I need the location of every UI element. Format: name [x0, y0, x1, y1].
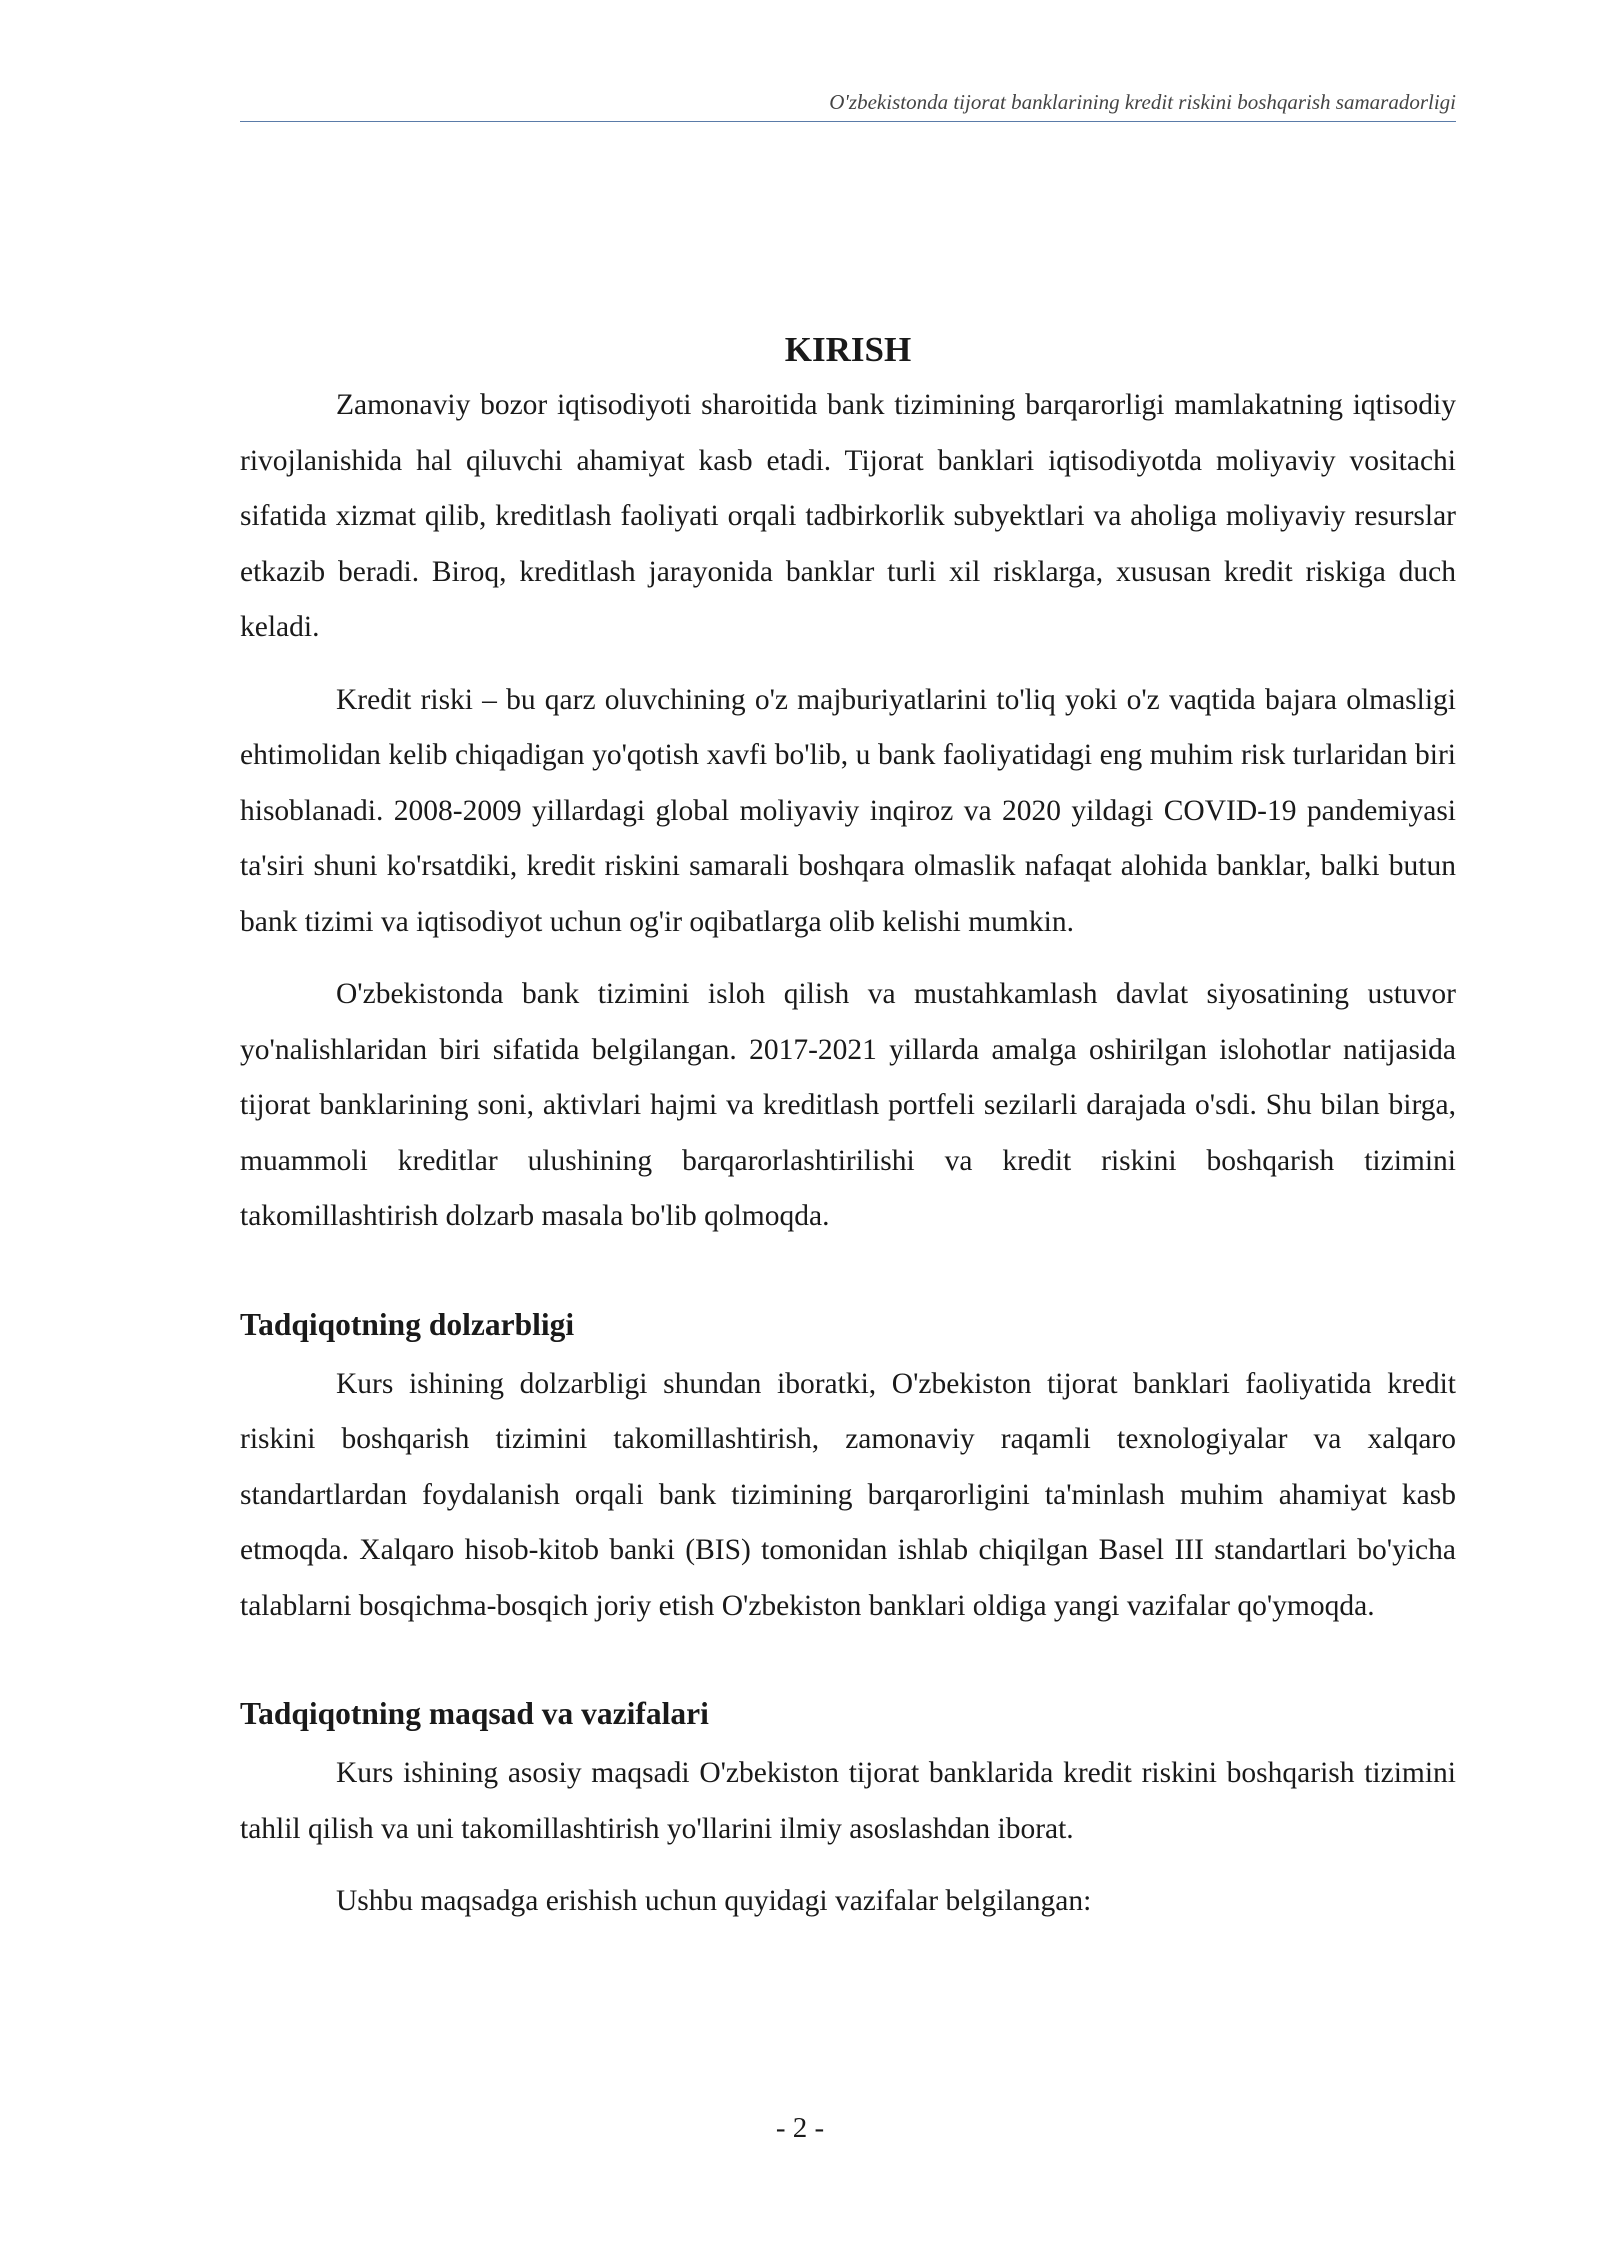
- goals-paragraph-1: Kurs ishining asosiy maqsadi O'zbekiston tijorat banklarida kredit riskini boshqarish tizimini tahlil qilish va uni takomillashtirish yo'llarini ilmiy asoslashdan iborat.: [240, 1757, 1456, 1845]
- page-number: - 2 -: [775, 2112, 825, 2144]
- section-heading-goals: Tadqiqotning maqsad va vazifalari: [240, 1696, 709, 1731]
- intro-paragraph-2: Kredit riski – bu qarz oluvchining o'z majburiyatlarini to'liq yoki o'z vaqtida bajara olmasligi ehtimolidan kelib chiqadigan yo'qotish xavfi bo'lib, u bank faoliyatidagi eng muhim risk turlaridan biri hisoblanadi. 2008-2009 yillardagi global moliyaviy inqiroz va 2020 yildagi COVID-19 pandemiyasi ta'siri shuni ko'rsatdiki, kredit riskini samarali boshqara olmaslik nafaqat alohida banklar, balki butun bank tizimi va iqtisodiyot uchun og'ir oqibatlarga olib kelishi mumkin.: [240, 683, 1456, 938]
- running-header: O'zbekistonda tijorat banklarining kredit riskini boshqarish samaradorligi: [240, 90, 1456, 122]
- intro-paragraph-3: O'zbekistonda bank tizimini isloh qilish va mustahkamlash davlat siyosatining ustuvor yo'nalishlaridan biri sifatida belgilangan. 2017-2021 yillarda amalga oshirilgan islohotlar natijasida tijorat banklarining soni, aktivlari hajmi va kreditlash portfeli sezilarli darajada o'sdi. Shu bilan birga, muammoli kreditlar ulushining barqarorlashtirilishi va kredit riskini boshqarish tizimini takomillashtirish dolzarb masala bo'lib qolmoqda.: [240, 978, 1456, 1232]
- goals-paragraph-2: Ushbu maqsadga erishish uchun quyidagi vazifalar belgilangan:: [336, 1885, 1092, 1917]
- page-title: KIRISH: [784, 330, 912, 369]
- page-content: [240, 328, 1456, 1947]
- intro-paragraph-1: Zamonaviy bozor iqtisodiyoti sharoitida bank tizimining barqarorligi mamlakatning iqtisodiy rivojlanishida hal qiluvchi ahamiyat kasb etadi. Tijorat banklari iqtisodiyotda moliyaviy vositachi sifatida xizmat qilib, kreditlash faoliyati orqali tadbirkorlik subyektlari va aholiga moliyaviy resurslar etkazib beradi. Biroq, kreditlash jarayonida banklar turli xil risklarga, xususan kredit riskiga duch keladi.: [240, 389, 1456, 643]
- section-heading-relevance: Tadqiqotning dolzarbligi: [240, 1306, 575, 1342]
- relevance-paragraph: Kurs ishining dolzarbligi shundan iboratki, O'zbekiston tijorat banklari faoliyatida kredit riskini boshqarish tizimini takomillashtirish, zamonaviy raqamli texnologiyalar va xalqaro standartlardan foydalanish orqali bank tizimining barqarorligini ta'minlash muhim ahamiyat kasb etmoqda. Xalqaro hisob-kitob banki (BIS) tomonidan ishlab chiqilgan Basel III standartlari bo'yicha talablarni bosqichma-bosqich joriy etish O'zbekiston banklari oldiga yangi vazifalar qo'ymoqda.: [240, 1367, 1456, 1622]
